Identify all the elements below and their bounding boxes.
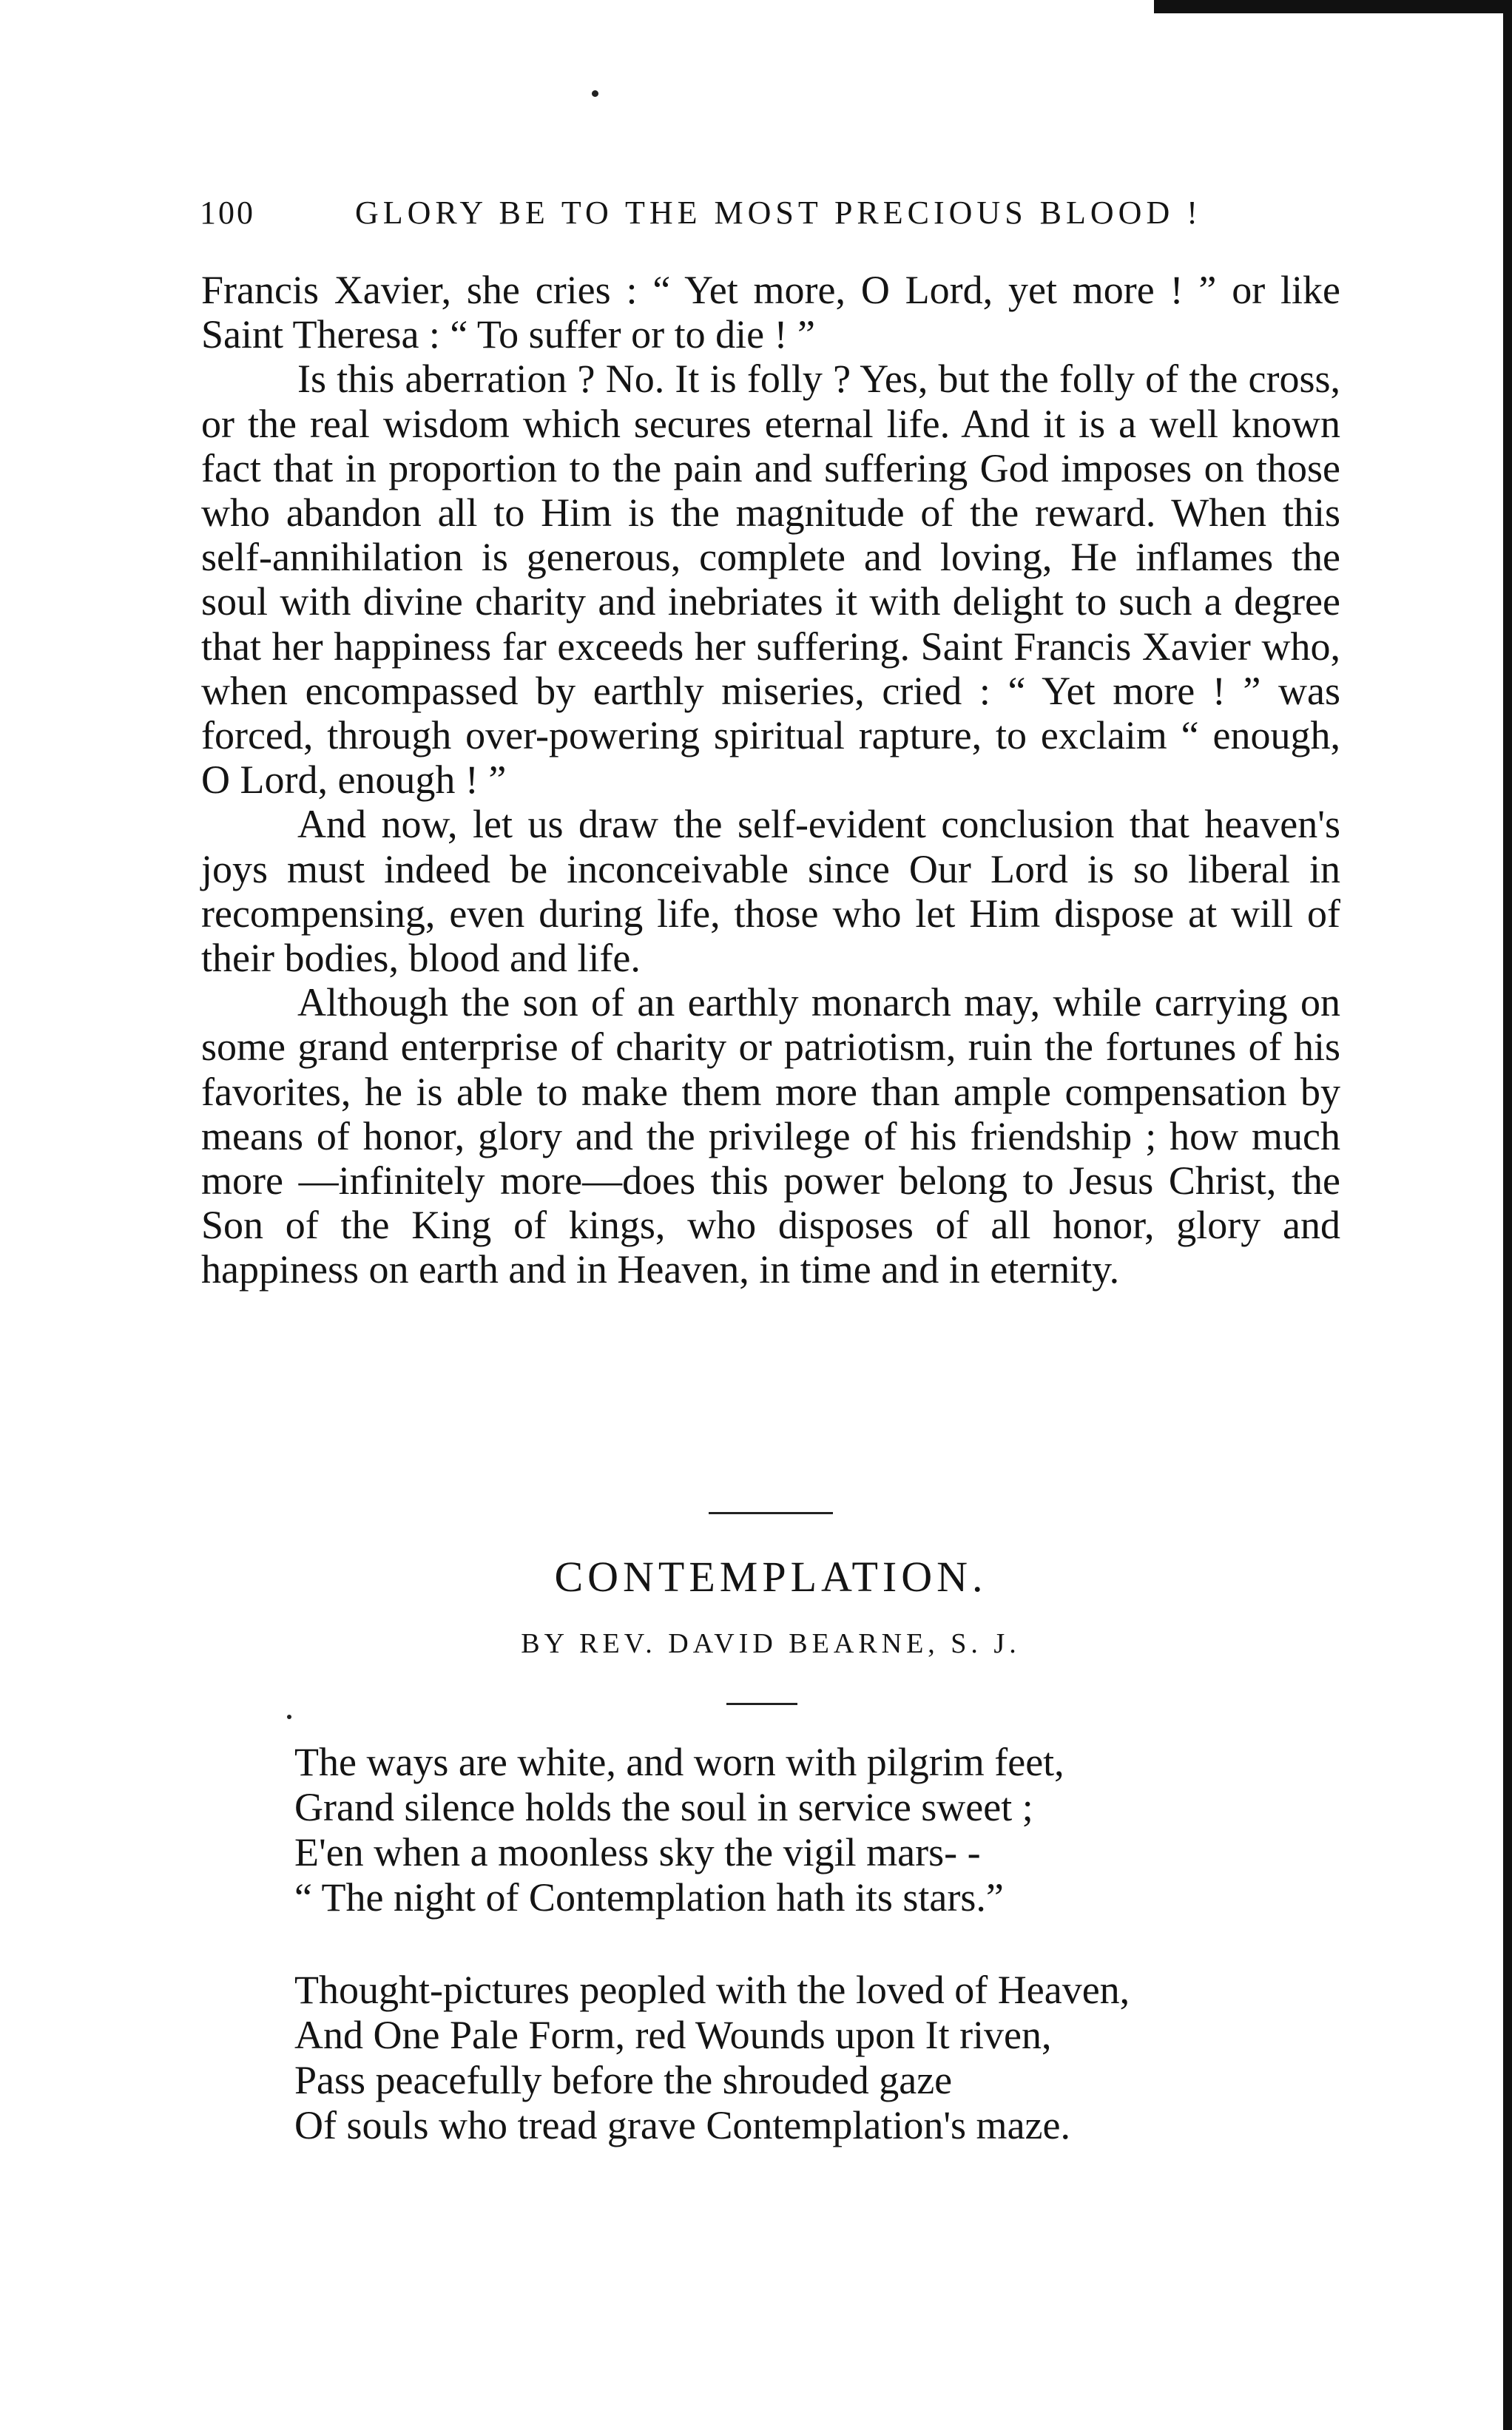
page-number: 100 — [200, 195, 255, 231]
poem-title: CONTEMPLATION. — [554, 1553, 988, 1601]
poem-byline: BY REV. DAVID BEARNE, S. J. — [521, 1628, 1021, 1659]
prose-body — [201, 268, 1340, 1292]
paragraph: Is this aberration ? No. It is folly ? Yes, but the folly of the cross, or the real wisdom which secures eternal life. And it is a well known fact that in proportion to the pain and suffering God imposes on those who abandon all to Him is the magnitude of the reward. When this self-annihilation is generous, complete and loving, He inflames the soul with divine charity and inebriates it with delight to such a degree that her happiness far exceeds her suffering. Saint Francis Xavier who, when encompassed by earthly miseries, cried : “ Yet more ! ” was forced, through over-powering spiritual rapture, to exclaim “ enough, O Lord, enough ! ” — [201, 357, 1340, 803]
paragraph: Francis Xavier, she cries : “ Yet more, O Lord, yet more ! ” or like Saint Theresa : “ To suffer or to die ! ” — [201, 268, 1340, 357]
scan-top-edge — [1154, 0, 1512, 13]
scan-speck — [592, 90, 598, 97]
scan-speck — [287, 1715, 291, 1719]
poem-line: Pass peacefully before the shrouded gaze — [294, 2058, 953, 2102]
poem-divider — [726, 1703, 797, 1705]
running-head — [200, 194, 1221, 238]
poem-line: E'en when a moonless sky the vigil mars- - — [294, 1830, 981, 1874]
poem-line: And One Pale Form, red Wounds upon It riven, — [294, 2013, 1052, 2057]
poem-stanza — [294, 1740, 1360, 1920]
scan-right-edge — [1503, 0, 1512, 2430]
poem-line: “ The night of Contemplation hath its stars.” — [294, 1875, 1004, 1920]
poem-line: Of souls who tread grave Contemplation's maze. — [294, 2103, 1070, 2147]
poem-line: Grand silence holds the soul in service sweet ; — [294, 1785, 1033, 1829]
poem-line: Thought-pictures peopled with the loved of Heaven, — [294, 1968, 1130, 2012]
poem-line: The ways are white, and worn with pilgrim feet, — [294, 1740, 1064, 1784]
running-title: GLORY BE TO THE MOST PRECIOUS BLOOD ! — [355, 195, 1202, 231]
paragraph: Although the son of an earthly monarch may, while carrying on some grand enterprise of charity or patriotism, ruin the fortunes of his favorites, he is able to make them more than ample compensation by means of honor, glory and the privilege of his friendship ; how much more —infinitely more—does this power belong to Jesus Christ, the Son of the King of kings, who disposes of all honor, glory and happiness on earth and in Heaven, in time and in eternity. — [201, 980, 1340, 1292]
section-divider — [709, 1512, 833, 1514]
poem-stanza — [294, 1968, 1360, 2148]
paragraph: And now, let us draw the self-evident conclusion that heaven's joys must indeed be inconceivable since Our Lord is so liberal in recompensing, even during life, those who let Him dispose at will of their bodies, blood and life. — [201, 802, 1340, 981]
